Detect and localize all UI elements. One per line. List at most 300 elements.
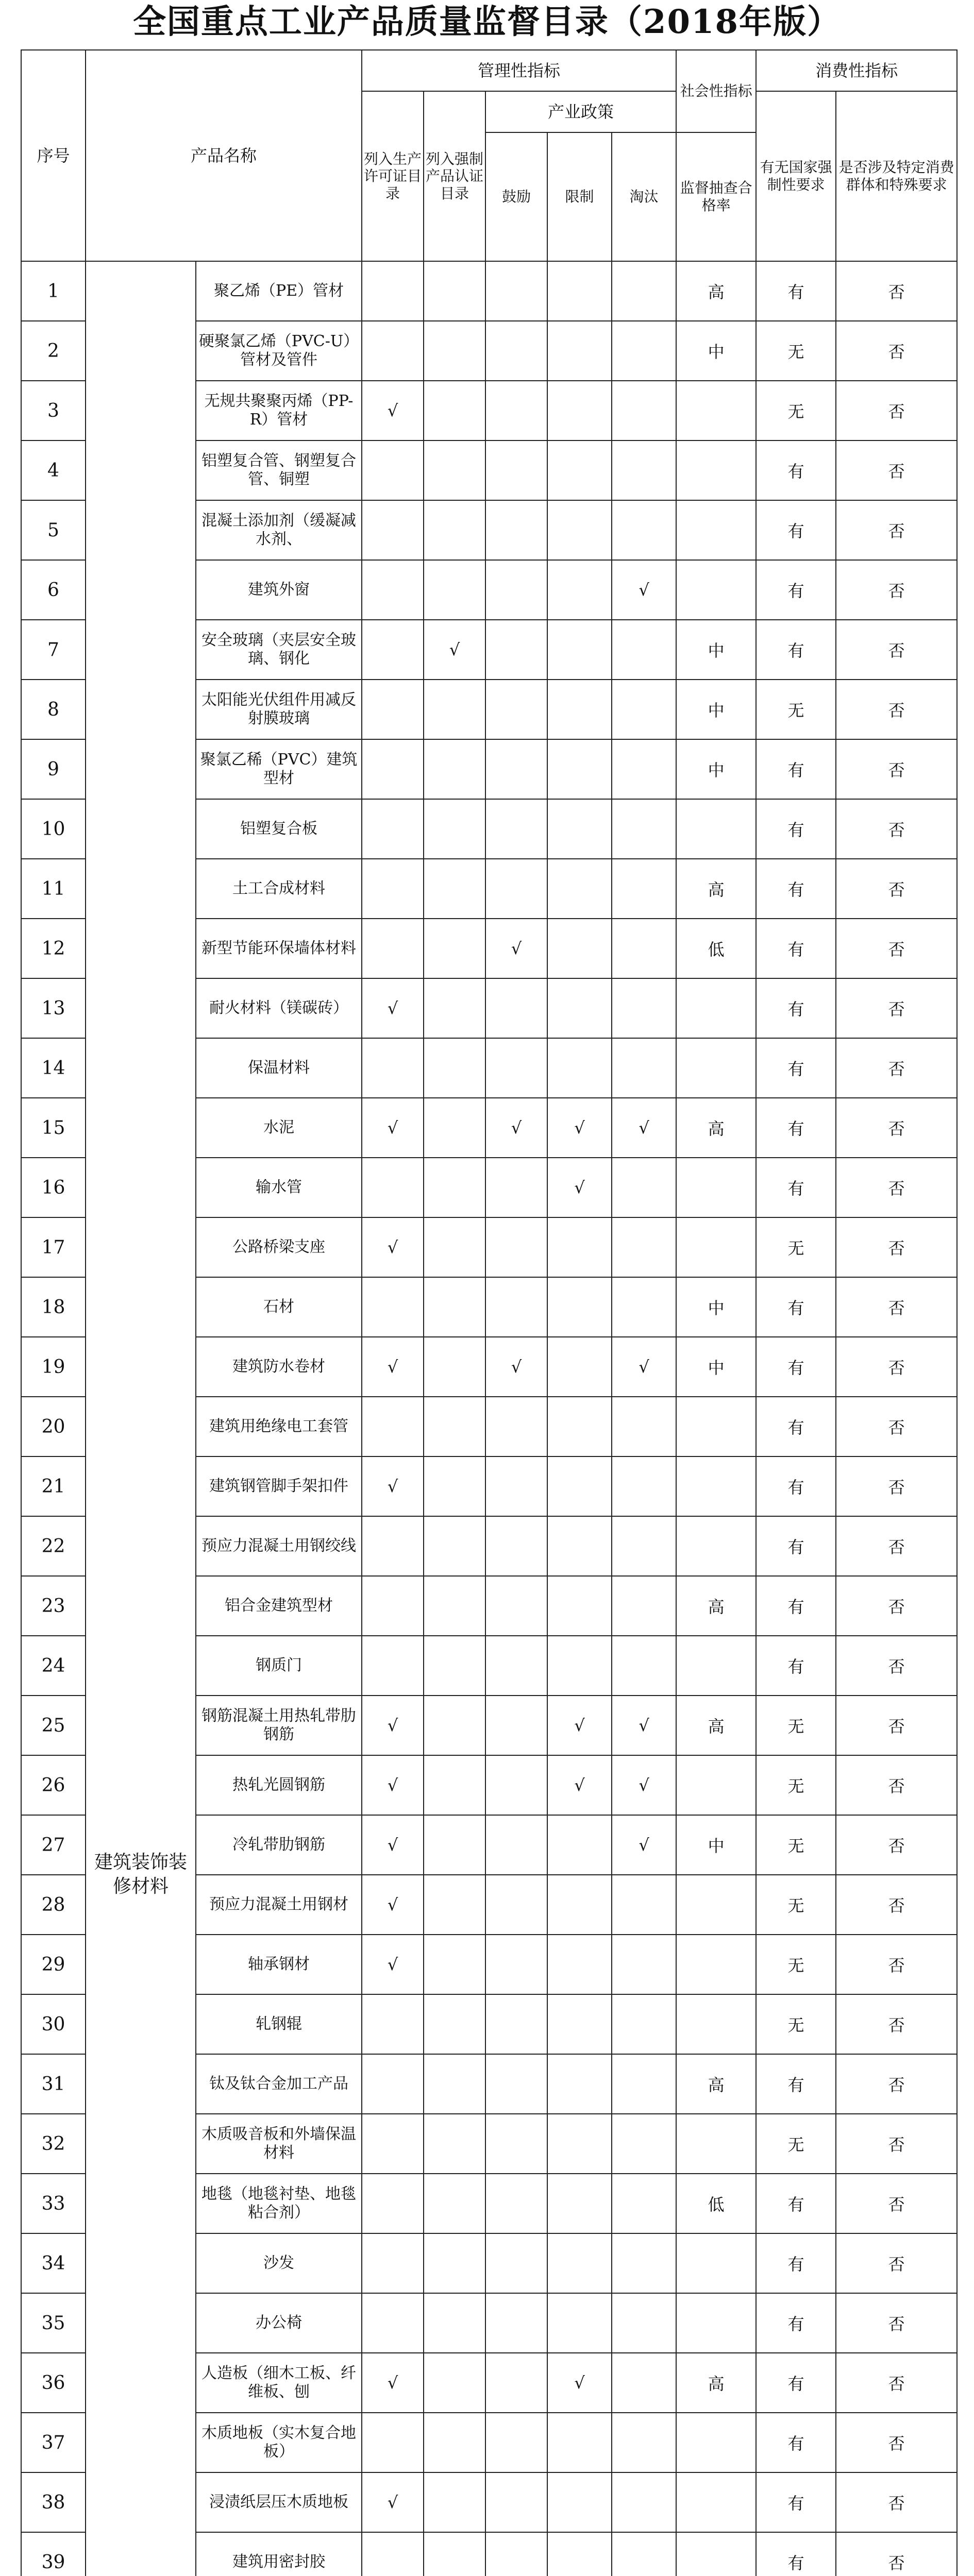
table-header <box>21 50 957 261</box>
cell-pass-rate <box>676 1935 756 1994</box>
row-product-name <box>196 799 362 859</box>
cell-eliminate <box>612 261 676 321</box>
cell-ccc <box>424 2174 485 2233</box>
cell-encourage <box>485 1516 547 1576</box>
row-product-name <box>196 2472 362 2532</box>
row-product-name <box>196 1755 362 1815</box>
cell-pass-rate <box>676 1038 756 1098</box>
cell-special: 否 <box>836 440 957 500</box>
cell-ccc <box>424 1456 485 1516</box>
row-seq: 11 <box>21 859 86 919</box>
cell-license <box>362 739 424 799</box>
cell-pass-rate <box>676 1875 756 1935</box>
row-product-name <box>196 1696 362 1755</box>
cell-encourage <box>485 1038 547 1098</box>
row-seq: 24 <box>21 1636 86 1696</box>
cell-special: 否 <box>836 1217 957 1277</box>
cell-mandatory: 有 <box>756 1337 836 1397</box>
row-product-name <box>196 1875 362 1935</box>
cell-mandatory: 有 <box>756 1456 836 1516</box>
header-industry-policy: 产业政策 <box>485 91 676 132</box>
row-product-name <box>196 1456 362 1516</box>
cell-special: 否 <box>836 1935 957 1994</box>
cell-mandatory: 无 <box>756 1755 836 1815</box>
cell-license <box>362 1038 424 1098</box>
cell-mandatory: 有 <box>756 1576 836 1636</box>
cell-ccc <box>424 1576 485 1636</box>
row-seq: 20 <box>21 1397 86 1456</box>
row-product-name <box>196 2054 362 2114</box>
header-seq: 序号 <box>21 50 86 261</box>
row-seq: 5 <box>21 500 86 560</box>
row-seq: 15 <box>21 1098 86 1158</box>
cell-license <box>362 620 424 680</box>
cell-encourage <box>485 620 547 680</box>
cell-ccc <box>424 978 485 1038</box>
cell-restrict <box>547 1337 612 1397</box>
cell-encourage: √ <box>485 1337 547 1397</box>
cell-restrict <box>547 560 612 620</box>
cell-ccc <box>424 2532 485 2576</box>
row-seq: 7 <box>21 620 86 680</box>
cell-ccc <box>424 1516 485 1576</box>
cell-mandatory: 有 <box>756 1277 836 1337</box>
cell-ccc <box>424 799 485 859</box>
cell-eliminate <box>612 2413 676 2472</box>
catalog-table <box>21 49 958 2576</box>
cell-license <box>362 859 424 919</box>
cell-pass-rate <box>676 440 756 500</box>
cell-eliminate <box>612 2293 676 2353</box>
cell-encourage <box>485 1755 547 1815</box>
cell-eliminate <box>612 2532 676 2576</box>
cell-ccc <box>424 1875 485 1935</box>
cell-encourage <box>485 1636 547 1696</box>
cell-eliminate <box>612 2054 676 2114</box>
cell-ccc: √ <box>424 620 485 680</box>
cell-license <box>362 799 424 859</box>
row-product-name <box>196 500 362 560</box>
cell-encourage <box>485 261 547 321</box>
cell-eliminate <box>612 1516 676 1576</box>
cell-pass-rate <box>676 500 756 560</box>
cell-pass-rate <box>676 1456 756 1516</box>
cell-mandatory: 有 <box>756 440 836 500</box>
product-name-text: 铝合金建筑型材 <box>225 1597 333 1615</box>
cell-license <box>362 1397 424 1456</box>
cell-license <box>362 261 424 321</box>
cell-restrict <box>547 1576 612 1636</box>
cell-eliminate <box>612 440 676 500</box>
cell-mandatory: 有 <box>756 2532 836 2576</box>
product-name-text: 保温材料 <box>248 1059 310 1077</box>
cell-pass-rate <box>676 1397 756 1456</box>
product-name-text: 浸渍纸层压木质地板 <box>209 2493 348 2511</box>
cell-mandatory: 有 <box>756 2353 836 2413</box>
cell-ccc <box>424 1696 485 1755</box>
cell-mandatory: 有 <box>756 2174 836 2233</box>
header-restrict: 限制 <box>547 132 612 261</box>
cell-pass-rate: 中 <box>676 1815 756 1875</box>
cell-mandatory: 有 <box>756 1098 836 1158</box>
cell-pass-rate <box>676 799 756 859</box>
cell-special: 否 <box>836 500 957 560</box>
cell-encourage <box>485 739 547 799</box>
cell-pass-rate: 中 <box>676 680 756 739</box>
product-name-text: 热轧光圆钢筋 <box>232 1776 325 1794</box>
cell-pass-rate <box>676 1636 756 1696</box>
cell-ccc <box>424 680 485 739</box>
row-product-name <box>196 1397 362 1456</box>
cell-license: √ <box>362 1935 424 1994</box>
cell-ccc <box>424 321 485 381</box>
row-seq: 26 <box>21 1755 86 1815</box>
cell-eliminate: √ <box>612 1337 676 1397</box>
cell-license: √ <box>362 1098 424 1158</box>
cell-restrict <box>547 500 612 560</box>
cell-eliminate <box>612 1397 676 1456</box>
row-product-name <box>196 859 362 919</box>
cell-eliminate <box>612 1038 676 1098</box>
cell-eliminate: √ <box>612 1098 676 1158</box>
cell-mandatory: 无 <box>756 1994 836 2054</box>
cell-pass-rate: 中 <box>676 1277 756 1337</box>
row-product-name <box>196 2413 362 2472</box>
product-name-text: 石材 <box>263 1298 294 1316</box>
product-name-text: 太阳能光伏组件用减反射膜玻璃 <box>201 691 356 727</box>
row-seq: 14 <box>21 1038 86 1098</box>
product-name-text: 建筑用绝缘电工套管 <box>209 1417 348 1435</box>
cell-license <box>362 500 424 560</box>
row-seq: 32 <box>21 2114 86 2174</box>
cell-mandatory: 有 <box>756 2233 836 2293</box>
cell-ccc <box>424 1636 485 1696</box>
cell-pass-rate <box>676 2233 756 2293</box>
row-product-name <box>196 1158 362 1217</box>
cell-pass-rate <box>676 1516 756 1576</box>
cell-ccc <box>424 1755 485 1815</box>
cell-license <box>362 2532 424 2576</box>
cell-encourage <box>485 2353 547 2413</box>
product-name-text: 安全玻璃（夹层安全玻璃、钢化 <box>201 631 356 668</box>
cell-special: 否 <box>836 1038 957 1098</box>
cell-eliminate <box>612 919 676 978</box>
cell-special: 否 <box>836 859 957 919</box>
cell-restrict <box>547 680 612 739</box>
cell-restrict <box>547 1397 612 1456</box>
cell-license: √ <box>362 1456 424 1516</box>
cell-pass-rate <box>676 2472 756 2532</box>
cell-special: 否 <box>836 1636 957 1696</box>
cell-license <box>362 1994 424 2054</box>
cell-restrict <box>547 2532 612 2576</box>
cell-license: √ <box>362 1875 424 1935</box>
cell-mandatory: 有 <box>756 1516 836 1576</box>
cell-special: 否 <box>836 799 957 859</box>
cell-ccc <box>424 500 485 560</box>
cell-encourage <box>485 321 547 381</box>
cell-encourage: √ <box>485 1098 547 1158</box>
cell-pass-rate <box>676 2413 756 2472</box>
row-seq: 19 <box>21 1337 86 1397</box>
cell-mandatory: 有 <box>756 2472 836 2532</box>
cell-ccc <box>424 2054 485 2114</box>
cell-mandatory: 无 <box>756 381 836 440</box>
cell-restrict <box>547 440 612 500</box>
cell-mandatory: 有 <box>756 1038 836 1098</box>
cell-eliminate: √ <box>612 1815 676 1875</box>
cell-encourage <box>485 381 547 440</box>
cell-special: 否 <box>836 978 957 1038</box>
cell-restrict <box>547 859 612 919</box>
cell-license: √ <box>362 1337 424 1397</box>
cell-mandatory: 无 <box>756 2114 836 2174</box>
cell-pass-rate: 中 <box>676 620 756 680</box>
cell-restrict <box>547 261 612 321</box>
cell-pass-rate <box>676 2114 756 2174</box>
cell-eliminate <box>612 2114 676 2174</box>
header-encourage: 鼓励 <box>485 132 547 261</box>
cell-mandatory: 有 <box>756 620 836 680</box>
cell-encourage <box>485 2472 547 2532</box>
product-name-text: 地毯（地毯衬垫、地毯粘合剂） <box>201 2185 356 2222</box>
product-name-text: 轧钢辊 <box>256 2015 302 2033</box>
row-product-name <box>196 1994 362 2054</box>
cell-special: 否 <box>836 1158 957 1217</box>
cell-restrict <box>547 2472 612 2532</box>
cell-license <box>362 919 424 978</box>
cell-restrict <box>547 978 612 1038</box>
cell-pass-rate <box>676 1994 756 2054</box>
cell-special: 否 <box>836 381 957 440</box>
header-consumer: 消费性指标 <box>756 50 957 91</box>
cell-special: 否 <box>836 2353 957 2413</box>
cell-restrict: √ <box>547 2353 612 2413</box>
cell-pass-rate: 中 <box>676 321 756 381</box>
row-product-name <box>196 2114 362 2174</box>
product-name-text: 建筑防水卷材 <box>232 1358 325 1376</box>
cell-pass-rate: 高 <box>676 1696 756 1755</box>
cell-restrict <box>547 2174 612 2233</box>
cell-restrict <box>547 2413 612 2472</box>
cell-restrict <box>547 1994 612 2054</box>
cell-eliminate <box>612 2472 676 2532</box>
cell-mandatory: 无 <box>756 1696 836 1755</box>
header-product-name: 产品名称 <box>86 50 362 261</box>
cell-encourage <box>485 859 547 919</box>
row-product-name <box>196 1576 362 1636</box>
cell-encourage <box>485 1935 547 1994</box>
cell-restrict <box>547 2114 612 2174</box>
cell-mandatory: 无 <box>756 1217 836 1277</box>
row-seq: 23 <box>21 1576 86 1636</box>
cell-restrict: √ <box>547 1755 612 1815</box>
row-product-name <box>196 2174 362 2233</box>
cell-ccc <box>424 1098 485 1158</box>
cell-encourage <box>485 1456 547 1516</box>
cell-ccc <box>424 1935 485 1994</box>
row-seq: 38 <box>21 2472 86 2532</box>
cell-eliminate <box>612 739 676 799</box>
cell-license <box>362 2293 424 2353</box>
cell-restrict <box>547 1636 612 1696</box>
cell-pass-rate <box>676 1217 756 1277</box>
cell-pass-rate <box>676 1755 756 1815</box>
cell-encourage <box>485 440 547 500</box>
row-product-name <box>196 1815 362 1875</box>
product-name-text: 耐火材料（镁碳砖） <box>209 999 348 1017</box>
cell-ccc <box>424 261 485 321</box>
cell-restrict <box>547 620 612 680</box>
cell-ccc <box>424 2472 485 2532</box>
cell-special: 否 <box>836 2114 957 2174</box>
cell-restrict <box>547 2054 612 2114</box>
row-seq: 36 <box>21 2353 86 2413</box>
cell-restrict <box>547 1935 612 1994</box>
cell-eliminate <box>612 1158 676 1217</box>
row-seq: 25 <box>21 1696 86 1755</box>
cell-restrict <box>547 1815 612 1875</box>
product-name-text: 新型节能环保墙体材料 <box>201 939 356 957</box>
row-product-name <box>196 440 362 500</box>
cell-pass-rate <box>676 1158 756 1217</box>
header-social: 社会性指标 <box>676 50 756 132</box>
cell-license <box>362 2413 424 2472</box>
product-name-text: 公路桥梁支座 <box>232 1238 325 1256</box>
product-name-text: 钢筋混凝土用热轧带肋钢筋 <box>201 1707 356 1743</box>
cell-eliminate <box>612 500 676 560</box>
cell-encourage <box>485 1696 547 1755</box>
cell-special: 否 <box>836 1755 957 1815</box>
cell-restrict <box>547 2293 612 2353</box>
cell-eliminate: √ <box>612 1696 676 1755</box>
table-body <box>21 261 957 2576</box>
cell-restrict <box>547 799 612 859</box>
cell-ccc <box>424 2353 485 2413</box>
cell-mandatory: 无 <box>756 1935 836 1994</box>
product-name-text: 水泥 <box>263 1118 294 1137</box>
cell-mandatory: 无 <box>756 321 836 381</box>
cell-encourage <box>485 2114 547 2174</box>
cell-mandatory: 有 <box>756 2413 836 2472</box>
cell-restrict <box>547 2233 612 2293</box>
cell-eliminate <box>612 1277 676 1337</box>
row-product-name <box>196 1636 362 1696</box>
row-product-name <box>196 1038 362 1098</box>
cell-pass-rate: 中 <box>676 739 756 799</box>
cell-eliminate <box>612 1875 676 1935</box>
cell-mandatory: 有 <box>756 1397 836 1456</box>
cell-encourage <box>485 1576 547 1636</box>
product-name-text: 木质吸音板和外墙保温材料 <box>201 2125 356 2162</box>
cell-encourage <box>485 560 547 620</box>
row-seq: 8 <box>21 680 86 739</box>
cell-mandatory: 有 <box>756 739 836 799</box>
cell-license: √ <box>362 2353 424 2413</box>
cell-special: 否 <box>836 2293 957 2353</box>
row-seq: 31 <box>21 2054 86 2114</box>
product-name-text: 钢质门 <box>256 1656 302 1674</box>
cell-eliminate <box>612 978 676 1038</box>
cell-ccc <box>424 739 485 799</box>
row-seq: 22 <box>21 1516 86 1576</box>
cell-eliminate <box>612 1935 676 1994</box>
cell-mandatory: 无 <box>756 680 836 739</box>
cell-pass-rate <box>676 2532 756 2576</box>
cell-special: 否 <box>836 1516 957 1576</box>
row-seq: 6 <box>21 560 86 620</box>
cell-encourage: √ <box>485 919 547 978</box>
cell-encourage <box>485 1277 547 1337</box>
cell-special: 否 <box>836 2174 957 2233</box>
header-ccc: 列入强制产品认证目录 <box>424 91 485 261</box>
cell-encourage <box>485 2413 547 2472</box>
row-seq: 35 <box>21 2293 86 2353</box>
cell-eliminate <box>612 859 676 919</box>
cell-mandatory: 有 <box>756 859 836 919</box>
cell-encourage <box>485 1815 547 1875</box>
cell-special: 否 <box>836 2413 957 2472</box>
table-row <box>21 261 957 321</box>
cell-ccc <box>424 2233 485 2293</box>
row-product-name <box>196 381 362 440</box>
cell-ccc <box>424 1337 485 1397</box>
cell-mandatory: 有 <box>756 560 836 620</box>
cell-ccc <box>424 1815 485 1875</box>
cell-special: 否 <box>836 739 957 799</box>
cell-eliminate: √ <box>612 1755 676 1815</box>
cell-mandatory: 有 <box>756 261 836 321</box>
cell-mandatory: 有 <box>756 919 836 978</box>
cell-encourage <box>485 1158 547 1217</box>
cell-encourage <box>485 2233 547 2293</box>
product-name-text: 冷轧带肋钢筋 <box>232 1836 325 1854</box>
product-name-text: 铝塑复合管、钢塑复合管、铜塑 <box>201 452 356 488</box>
row-seq: 27 <box>21 1815 86 1875</box>
cell-ccc <box>424 560 485 620</box>
product-name-text: 预应力混凝土用钢材 <box>209 1895 348 1913</box>
cell-special: 否 <box>836 2233 957 2293</box>
cell-restrict <box>547 1875 612 1935</box>
row-seq: 16 <box>21 1158 86 1217</box>
cell-license: √ <box>362 1755 424 1815</box>
cell-restrict <box>547 739 612 799</box>
product-name-text: 轴承钢材 <box>248 1955 310 1973</box>
cell-license: √ <box>362 978 424 1038</box>
product-name-text: 钛及钛合金加工产品 <box>209 2075 348 2093</box>
cell-pass-rate <box>676 560 756 620</box>
row-product-name <box>196 978 362 1038</box>
product-name-text: 木质地板（实木复合地板） <box>201 2424 356 2461</box>
cell-restrict <box>547 381 612 440</box>
cell-encourage <box>485 2174 547 2233</box>
row-seq: 21 <box>21 1456 86 1516</box>
cell-special: 否 <box>836 1456 957 1516</box>
cell-pass-rate: 高 <box>676 859 756 919</box>
header-mandatory-std: 有无国家强制性要求 <box>756 91 836 261</box>
cell-license <box>362 1636 424 1696</box>
row-seq: 37 <box>21 2413 86 2472</box>
row-seq: 17 <box>21 1217 86 1277</box>
cell-pass-rate: 高 <box>676 1098 756 1158</box>
row-product-name <box>196 560 362 620</box>
cell-encourage <box>485 1397 547 1456</box>
cell-ccc <box>424 1994 485 2054</box>
row-product-name <box>196 2233 362 2293</box>
category-cell: 建筑装饰装修材料 <box>86 261 196 2576</box>
row-product-name <box>196 1935 362 1994</box>
cell-license: √ <box>362 2472 424 2532</box>
